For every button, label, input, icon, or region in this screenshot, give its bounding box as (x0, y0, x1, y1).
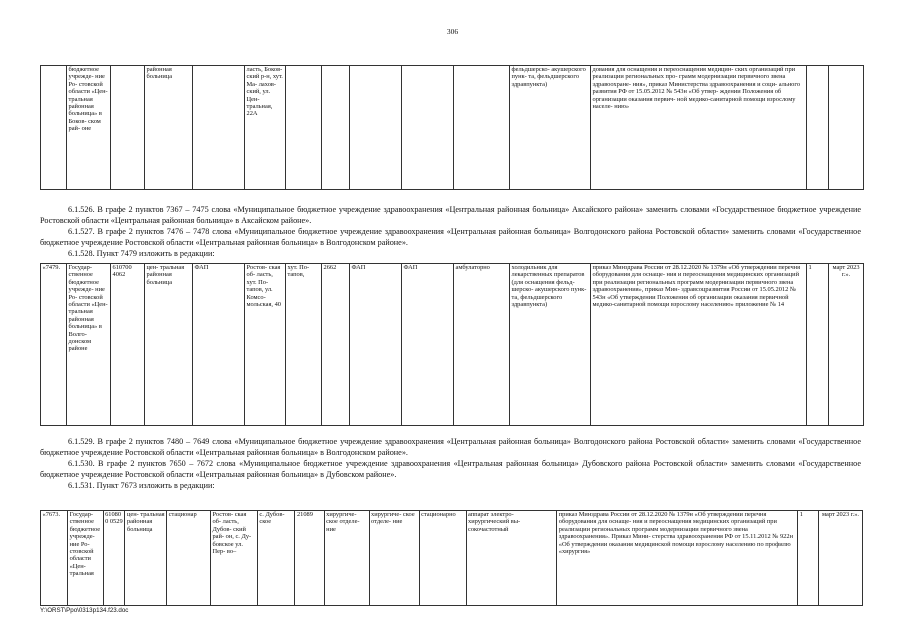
cell-population: 2662 (322, 264, 350, 426)
cell-settlement: хут. По- тапов, (286, 264, 322, 426)
cell-regulation: дования для оснащения и переоснащения медицин- ских организаций при реализации региональных про- грамм модернизации первичного звена здравоохране- ния», приказ Министерства здравоохранения и соци- ального развития РФ от 15.05.2012 № 543н «Об утвер- ждении Положения об организации оказания первич- ной медико-санитарной помощи взрослому населе- нию» (591, 66, 807, 190)
cell-unit: районная больница (145, 66, 193, 190)
cell-code: 610700 4062 (111, 264, 145, 426)
cell-equipment: фельдшерско- акушерского пунк- та, фельдшерского здравпункта) (510, 66, 591, 190)
cell-code: 610800 0529 (103, 511, 125, 606)
cell-department (350, 66, 402, 190)
cell-quantity: 1 (807, 264, 829, 426)
paragraph-6-1-529: 6.1.529. В графе 2 пунктов 7480 – 7649 слова «Муниципальное бюджетное учреждение здравоохранения «Центральная районная больница» Волгодонского района Ростовской области» заменить словами «Государственное бюджетное учреждение Ростовской области «Центральная районная больница» в Волгодонском районе». (40, 437, 861, 457)
cell-quantity (807, 66, 829, 190)
paragraph-6-1-531: 6.1.531. Пункт 7673 изложить в редакции: (68, 481, 215, 490)
cell-subdivision: ФАП (402, 264, 454, 426)
cell-address: Ростов- ская об- ласть, Дубов- ский рай- он, с. Ду- бовское ул. Пер- во– (210, 511, 257, 606)
cell-settlement: с. Дубов- ское (257, 511, 295, 606)
cell-population (322, 66, 350, 190)
cell-address: ласть, Боков- ский р-н, хут. Ма- лахов- ский, ул. Цен- тральная, 22А (245, 66, 286, 190)
cell-unit: цен- тральная районная больница (145, 264, 193, 426)
paragraph-6-1-527: 6.1.527. В графе 2 пунктов 7476 – 7478 слова «Муниципальное бюджетное учреждение здравоохранения «Центральная районная больница» Волгодонского района Ростовской области» заменить словами «Государственное бюджетное учреждение Ростовской области «Центральная районная больница» в Волгодонском районе». (40, 227, 861, 247)
cell-organization: бюджетное учрежде- ние Ро- стовской области «Цен- тральная районная больница» в Боков- ском рай- оне (67, 66, 111, 190)
paragraph-6-1-530: 6.1.530. В графе 2 пунктов 7650 – 7672 слова «Муниципальное бюджетное учреждение здравоохранения «Центральная районная больница» Дубовского района Ростовской области» заменить словами «Государственное бюджетное учреждение Ростовской области «Центральная районная больница» в Дубовском районе». (40, 459, 861, 479)
cell-care-form: стационарно (419, 511, 466, 606)
cell-date: март 2023 г.». (829, 264, 864, 426)
document-path-footer: Y:\ORST\Ppo\0313p134.f23.doc (40, 607, 129, 614)
cell-department: ФАП (350, 264, 402, 426)
cell-date (829, 66, 864, 190)
cell-equipment: холодильник для лекарственных препаратов (для оснащения фельд- шерско- акушерского пунк- та, фельдшерского здравпункта) (510, 264, 591, 426)
cell-organization: Государ- ственное бюджетное учрежде- ние Ро- стовской области «Цен- тральная районная больница» в Волго- донском районе (67, 264, 111, 426)
cell-date: март 2023 г.». (819, 511, 863, 606)
table-item-7479 (40, 263, 864, 426)
table-row (41, 511, 863, 606)
cell-quantity: 1 (798, 511, 819, 606)
cell-unit: цен- тральная районная больница (125, 511, 167, 606)
cell-subdivision: хирургиче- ское отделе- ние (369, 511, 419, 606)
cell-number: «7673. (41, 511, 68, 606)
cell-equipment: аппарат электро- хирургический вы- сокочастотный (466, 511, 557, 606)
page-number: 306 (446, 27, 459, 36)
cell-department: хирургиче- ское отделе- ние (324, 511, 369, 606)
table-fragment-top (40, 65, 864, 190)
cell-type: стационар (167, 511, 211, 606)
cell-organization: Государ- ственное бюджетное учрежде- ние Ро- стовской области «Цен- тральная (68, 511, 103, 606)
cell-address: Ростов- ская об- ласть, хут. По- тапов, ул. Комсо- мольская, 40 (245, 264, 286, 426)
cell-subdivision (402, 66, 454, 190)
cell-regulation: приказ Минздрава России от 28.12.2020 № 1379н «Об утверждении перечня оборудования для оснаще- ния и переоснащения медицинских организаций при реализации региональных программ модернизации первичного звена здравоохранения», приказ Мин- здравсоцразвития России от 15.05.2012 № 543н «Об утверждении Положения об организации оказания первичной медико-санитарной помощи взрослому населению» приложение № 14 (591, 264, 807, 426)
cell-number: «7479. (41, 264, 67, 426)
cell-code (111, 66, 145, 190)
paragraph-6-1-526: 6.1.526. В графе 2 пунктов 7367 – 7475 слова «Муниципальное бюджетное учреждение здравоохранения «Центральная районная больница» Аксайского района» заменить словами «Государственное бюджетное учреждение Ростовской области «Центральная районная больница» в Аксайском районе». (40, 205, 861, 225)
paragraph-6-1-528: 6.1.528. Пункт 7479 изложить в редакции: (68, 249, 215, 258)
cell-care-form: амбулаторно (454, 264, 510, 426)
table-item-7673 (40, 510, 863, 606)
table-row (41, 264, 864, 426)
cell-regulation: приказ Минздрава России от 28.12.2020 № 1379н «Об утверждении перечня оборудования для оснаще- ния и переоснащения медицинских организаций при реализации региональных программ модернизации первичного звена здравоохранения». Приказ Мини- стерства здравоохранения РФ от 15.11.2012 № 922н «Об утверждении оказания медицинской помощи взрослому населению по профилю «хирургия» (557, 511, 798, 606)
table-row (41, 66, 864, 190)
cell-population: 21089 (295, 511, 324, 606)
cell-type (193, 66, 245, 190)
cell-care-form (454, 66, 510, 190)
cell-type: ФАП (193, 264, 245, 426)
cell-number (41, 66, 67, 190)
cell-settlement (286, 66, 322, 190)
